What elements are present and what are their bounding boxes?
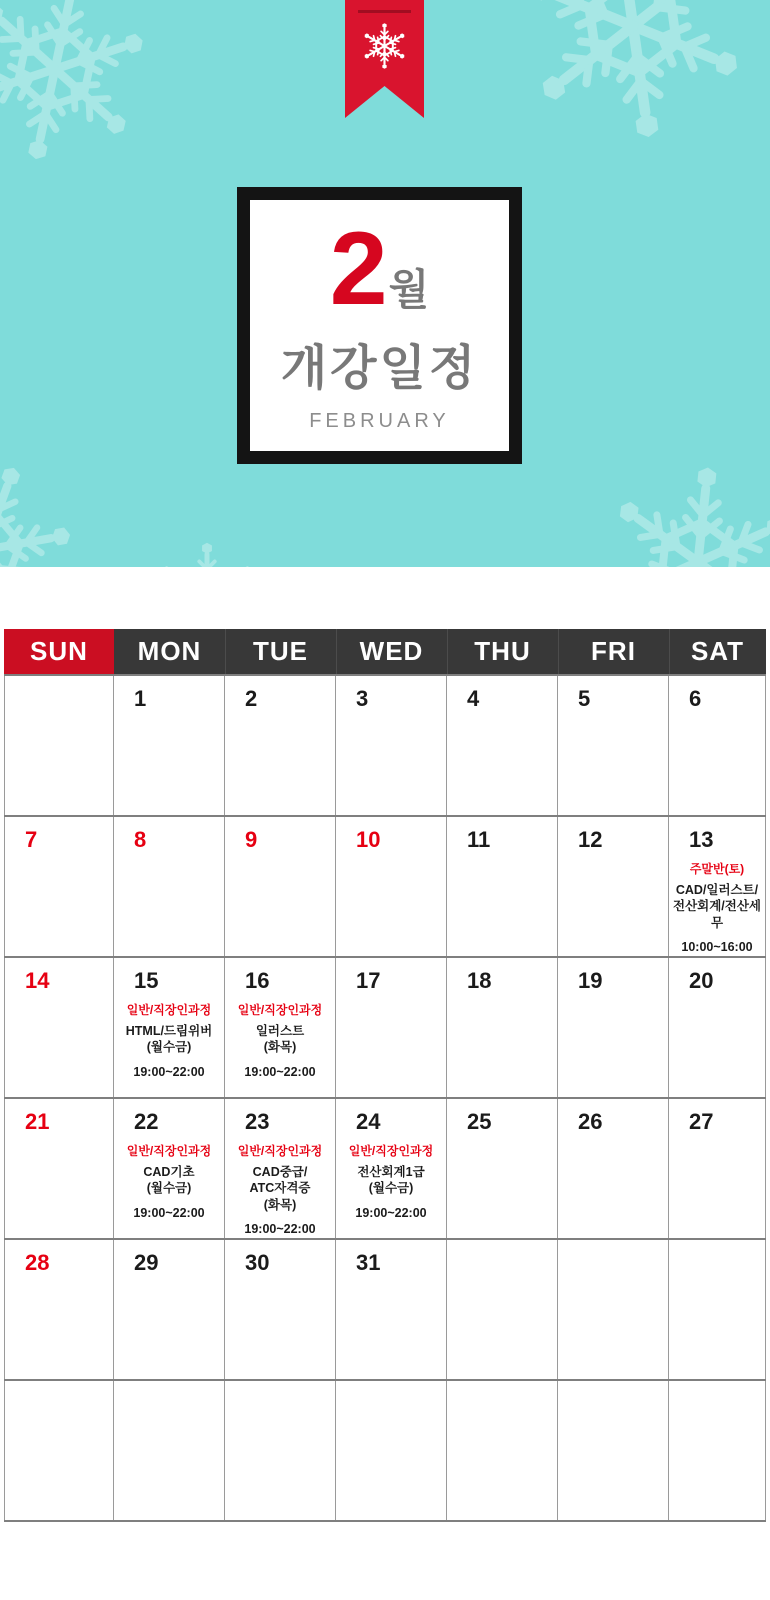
day-cell xyxy=(336,817,447,956)
day-cell xyxy=(558,1240,669,1379)
calendar-week-row xyxy=(4,674,766,815)
day-cell xyxy=(336,1099,447,1238)
event-title-line: (월수금) xyxy=(146,1040,192,1055)
date-number: 27 xyxy=(689,1109,714,1134)
day-header-fri: FRI xyxy=(558,629,669,674)
date-number: 15 xyxy=(134,968,159,993)
day-cell xyxy=(336,676,447,815)
date-number: 16 xyxy=(245,968,270,993)
date-number: 13 xyxy=(689,827,714,852)
day-header-mon: MON xyxy=(114,629,225,674)
day-cell xyxy=(4,1240,114,1379)
day-cell xyxy=(669,1240,766,1379)
hero-banner xyxy=(0,0,770,567)
day-cell xyxy=(669,1099,766,1238)
month-suffix: 월 xyxy=(388,266,430,314)
title-card xyxy=(237,187,522,464)
date-number: 28 xyxy=(25,1250,50,1275)
date-number: 21 xyxy=(25,1109,50,1134)
snowflake-icon xyxy=(598,462,770,567)
day-cell xyxy=(114,958,225,1097)
day-cell xyxy=(114,1240,225,1379)
day-header-sat: SAT xyxy=(669,629,766,674)
day-cell xyxy=(114,1099,225,1238)
date-number: 29 xyxy=(134,1250,159,1275)
day-cell xyxy=(558,1381,669,1520)
day-cell xyxy=(4,817,114,956)
page-title: 개강일정 xyxy=(280,341,479,395)
day-cell xyxy=(4,676,114,815)
event-time: 10:00~16:00 xyxy=(681,939,753,954)
day-cell xyxy=(114,1381,225,1520)
date-number: 17 xyxy=(356,968,381,993)
day-cell xyxy=(336,1381,447,1520)
event-title-line: (월수금) xyxy=(146,1181,192,1196)
ribbon-bookmark xyxy=(345,0,424,118)
event-block xyxy=(336,1142,446,1220)
date-number: 18 xyxy=(467,968,492,993)
day-cell xyxy=(447,1240,558,1379)
calendar-week-row xyxy=(4,1379,766,1522)
event-title-line: CAD중급/ xyxy=(252,1165,308,1179)
event-category-label: 주말반(토) xyxy=(689,862,745,876)
event-title-line: ATC자격증 xyxy=(249,1181,311,1196)
day-cell xyxy=(225,1099,336,1238)
event-category-label: 일반/직장인과정 xyxy=(126,1144,212,1158)
date-number: 5 xyxy=(578,686,591,711)
event-time: 19:00~22:00 xyxy=(244,1064,316,1079)
event-title-line: HTML/드림위버 xyxy=(125,1024,213,1038)
event-block xyxy=(114,1142,224,1220)
event-category-label: 일반/직장인과정 xyxy=(237,1144,323,1158)
date-number: 31 xyxy=(356,1250,381,1275)
calendar-week-row xyxy=(4,815,766,956)
month-heading xyxy=(329,211,430,328)
event-time: 19:00~22:00 xyxy=(355,1205,427,1220)
date-number: 8 xyxy=(134,827,147,852)
event-block xyxy=(669,860,765,954)
day-cell xyxy=(225,676,336,815)
calendar-week-row xyxy=(4,1097,766,1238)
day-cell xyxy=(447,817,558,956)
date-number: 23 xyxy=(245,1109,270,1134)
day-cell xyxy=(225,817,336,956)
date-number: 11 xyxy=(467,827,491,852)
day-cell xyxy=(114,676,225,815)
day-cell xyxy=(558,676,669,815)
day-header-wed: WED xyxy=(336,629,447,674)
snowflake-icon xyxy=(515,0,751,144)
day-cell xyxy=(225,1240,336,1379)
event-title-line: 전산회계/전산세무 xyxy=(673,899,761,930)
event-category-label: 일반/직장인과정 xyxy=(237,1003,323,1017)
date-number: 3 xyxy=(356,686,369,711)
day-cell xyxy=(447,1381,558,1520)
event-block xyxy=(225,1142,335,1236)
event-title-line: (화목) xyxy=(263,1197,297,1212)
date-number: 25 xyxy=(467,1109,492,1134)
event-title-line: 전산회계1급 xyxy=(357,1165,425,1179)
date-number: 19 xyxy=(578,968,603,993)
event-time: 19:00~22:00 xyxy=(133,1205,205,1220)
calendar xyxy=(4,629,766,1522)
date-number: 10 xyxy=(356,827,381,852)
day-cell xyxy=(447,676,558,815)
month-number: 2 xyxy=(329,211,386,328)
date-number: 6 xyxy=(689,686,702,711)
event-title-line: 일러스트 xyxy=(255,1024,305,1038)
day-cell xyxy=(447,1099,558,1238)
event-block xyxy=(114,1001,224,1079)
date-number: 1 xyxy=(134,686,147,711)
date-number: 30 xyxy=(245,1250,270,1275)
day-cell xyxy=(336,958,447,1097)
date-number: 12 xyxy=(578,827,603,852)
day-cell xyxy=(114,817,225,956)
event-time: 19:00~22:00 xyxy=(133,1064,205,1079)
day-cell xyxy=(336,1240,447,1379)
snowflake-icon xyxy=(152,540,262,567)
day-cell xyxy=(558,958,669,1097)
date-number: 26 xyxy=(578,1109,603,1134)
day-header-thu: THU xyxy=(447,629,558,674)
date-number: 22 xyxy=(134,1109,159,1134)
day-cell xyxy=(447,958,558,1097)
day-cell xyxy=(4,1099,114,1238)
day-cell xyxy=(669,676,766,815)
day-cell xyxy=(669,958,766,1097)
date-number: 4 xyxy=(467,686,480,711)
event-time: 19:00~22:00 xyxy=(244,1221,316,1236)
day-cell xyxy=(4,1381,114,1520)
snowflake-icon xyxy=(0,458,76,567)
day-cell xyxy=(4,958,114,1097)
snowflake-icon xyxy=(0,0,152,166)
calendar-day-headers xyxy=(4,629,766,674)
date-number: 20 xyxy=(689,968,714,993)
day-cell xyxy=(669,817,766,956)
page-subtitle: FEBRUARY xyxy=(309,409,450,432)
event-block xyxy=(225,1001,335,1079)
day-header-sun: SUN xyxy=(4,629,114,674)
date-number: 24 xyxy=(356,1109,381,1134)
day-cell xyxy=(558,1099,669,1238)
day-header-tue: TUE xyxy=(225,629,336,674)
event-category-label: 일반/직장인과정 xyxy=(348,1144,434,1158)
event-title-line: (월수금) xyxy=(368,1181,414,1196)
day-cell xyxy=(225,1381,336,1520)
day-cell xyxy=(225,958,336,1097)
day-cell xyxy=(558,817,669,956)
calendar-weeks xyxy=(4,674,766,1522)
event-title-line: CAD/일러스트/ xyxy=(675,883,759,897)
date-number: 2 xyxy=(245,686,258,711)
date-number: 9 xyxy=(245,827,258,852)
date-number: 7 xyxy=(25,827,38,852)
event-title-line: (화목) xyxy=(263,1040,297,1055)
day-cell xyxy=(669,1381,766,1520)
event-category-label: 일반/직장인과정 xyxy=(126,1003,212,1017)
date-number: 14 xyxy=(25,968,50,993)
calendar-week-row xyxy=(4,956,766,1097)
event-title-line: CAD기초 xyxy=(143,1165,195,1179)
calendar-week-row xyxy=(4,1238,766,1379)
